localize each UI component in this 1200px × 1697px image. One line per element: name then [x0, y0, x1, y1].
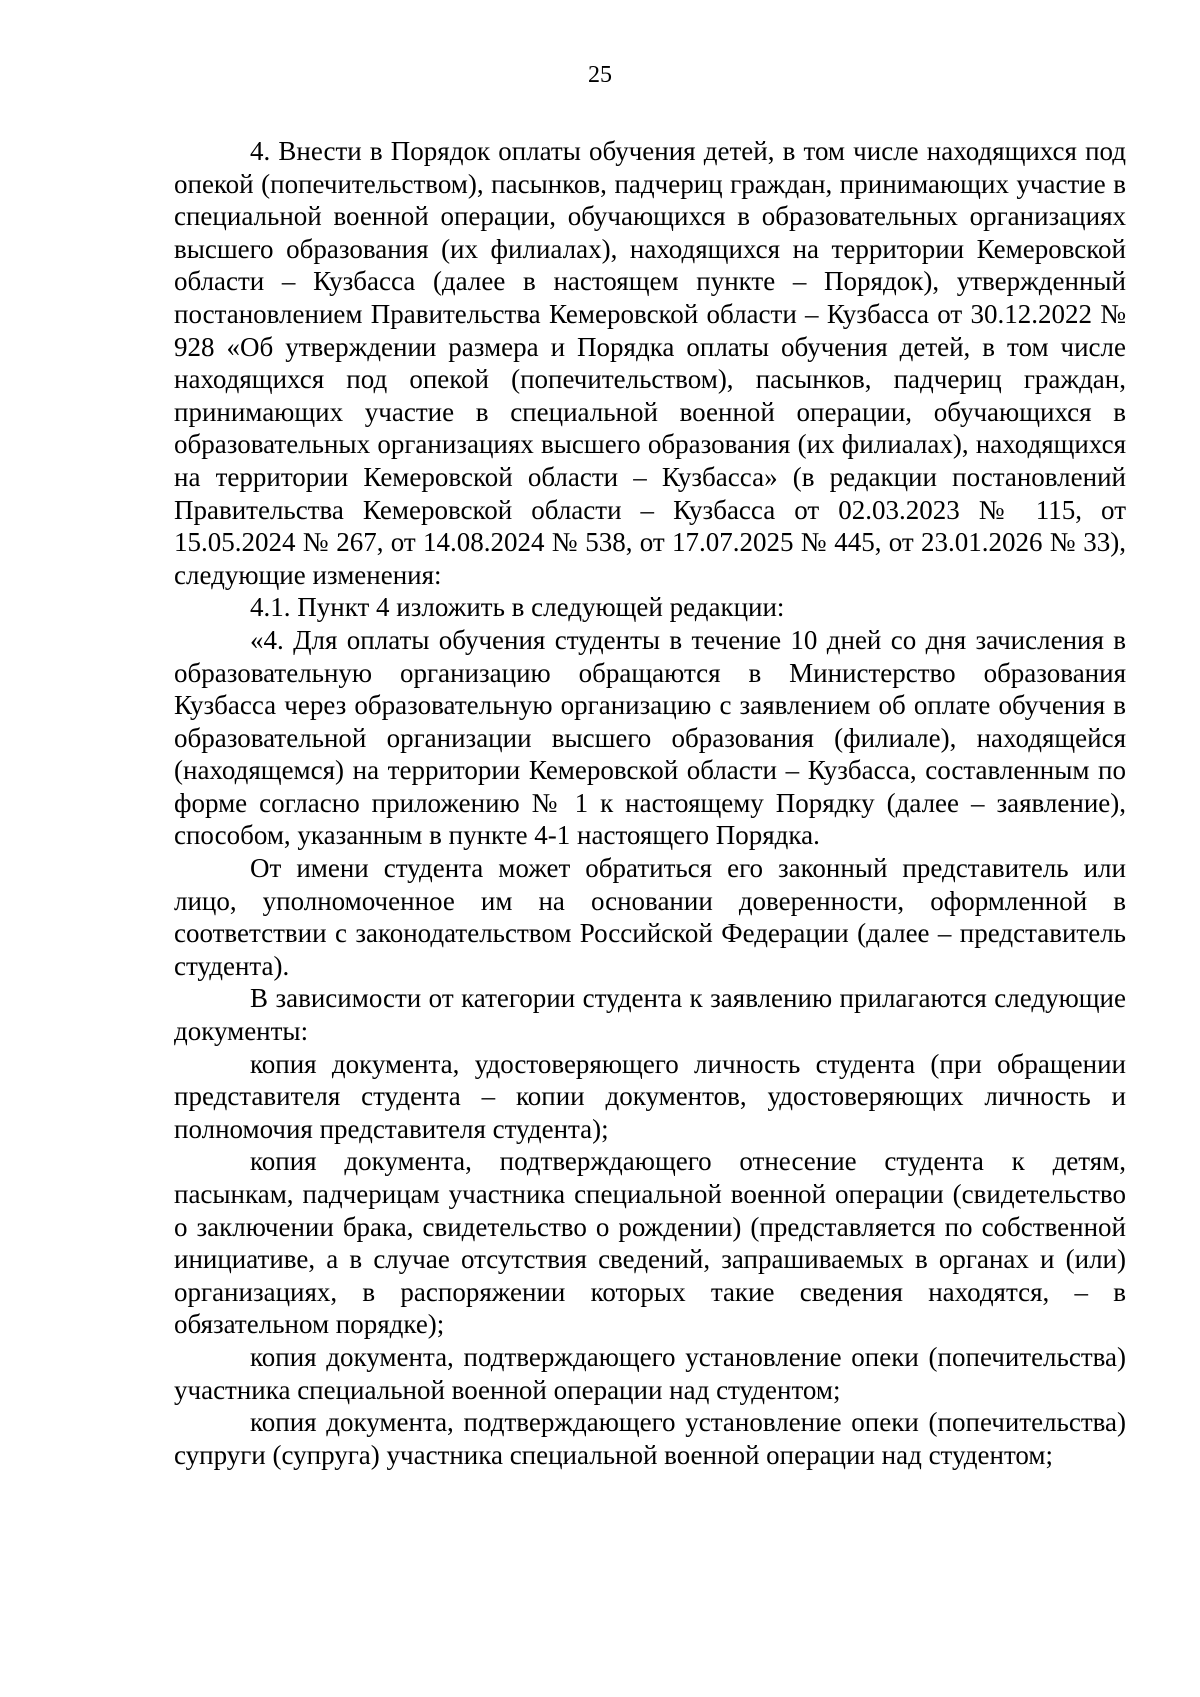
paragraph-doc-relation: копия документа, подтверждающего отнесение студента к детям, пасынкам, падчерицам участника специальной военной операции (свидетельство о заключении брака, свидетельство о рождении) (представляется по собственной инициативе, а в случае отсутствия сведений, запрашиваемых в органах и (или) организациях, в распоряжении которых такие сведения находятся, – в обязательном порядке); [174, 1146, 1126, 1340]
paragraph-item-4-amendment: 4. Внести в Порядок оплаты обучения детей, в том числе находящихся под опекой (попечительством), пасынков, падчериц граждан, принимающих участие в специальной военной операции, обучающихся в образовательных организациях высшего образования (их филиалах), находящихся на территории Кемеровской области – Кузбасса (далее в настоящем пункте – Порядок), утвержденный постановлением Правительства Кемеровской области – Кузбасса от 30.12.2022 № 928 «Об утверждении размера и Порядка оплаты обучения детей, в том числе находящихся под опекой (попечительством), пасынков, падчериц граждан, принимающих участие в специальной военной операции, обучающихся в образовательных организациях высшего образования (их филиалах), находящихся на территории Кемеровской области – Кузбасса» (в редакции постановлений Правительства Кемеровской области – Кузбасса от 02.03.2023 № 115, от 15.05.2024 № 267, от 14.08.2024 № 538, от 17.07.2025 № 445, от 23.01.2026 № 33), следующие изменения: [174, 136, 1126, 590]
paragraph-doc-identity: копия документа, удостоверяющего личность студента (при обращении представителя студента – копии документов, удостоверяющих личность и полномочия представителя студента); [174, 1048, 1126, 1144]
document-body [174, 135, 1126, 1471]
paragraph-representative: От имени студента может обратиться его законный представитель или лицо, уполномоченное им на основании доверенности, оформленной в соответствии с законодательством Российской Федерации (далее – представитель студента). [174, 853, 1126, 981]
paragraph-doc-guardianship-spouse: копия документа, подтверждающего установление опеки (попечительства) супруги (супруга) участника специальной военной операции над студентом; [174, 1407, 1126, 1470]
paragraph-documents-intro: В зависимости от категории студента к заявлению прилагаются следующие документы: [174, 983, 1126, 1047]
paragraph-new-point-4: «4. Для оплаты обучения студенты в течение 10 дней со дня зачисления в образовательную организацию обращаются в Министерство образования Кузбасса через образовательную организацию с заявлением об оплате обучения в образовательной организации высшего образования (филиале), находящейся (находящемся) на территории Кемеровской области – Кузбасса, составленным по форме согласно приложению № 1 к настоящему Порядку (далее – заявление), способом, указанным в пункте 4-1 настоящего Порядка. [174, 624, 1126, 851]
paragraph-doc-guardianship-participant: копия документа, подтверждающего установление опеки (попечительства) участника специальной военной операции над студентом; [174, 1341, 1126, 1405]
paragraph-subitem-4-1: 4.1. Пункт 4 изложить в следующей редакции: [250, 592, 785, 623]
page-number: 25 [588, 62, 612, 88]
